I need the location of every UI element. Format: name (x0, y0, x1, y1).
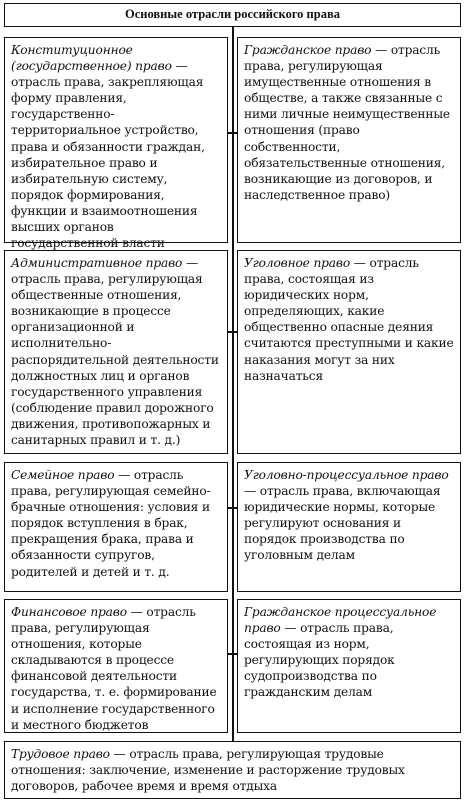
term: Административное право (11, 256, 183, 270)
box-family-law (4, 462, 228, 592)
box-constitutional-law (4, 37, 228, 251)
definition: — отрасль права, состоящая из юридических норм, определяющих, какие общественно опасные деяния считаются преступными и какие наказания могут за них назначаться (244, 256, 454, 383)
definition: — отрасль права, регулирующая имущественные отношения в обществе, а также связанные с ними личные неимущественные отношения (право собственности, обязательственные отношения, возникающие из договоров, и наследственное право) (244, 43, 450, 202)
box-financial-law (4, 599, 228, 733)
connector-row-4 (228, 653, 237, 655)
term: Конституционное (государственное) право (11, 43, 172, 74)
definition: — отрасль права, включающая юридические нормы, которые регулируют основания и порядок производства по уголовным делам (244, 484, 441, 563)
term: Финансовое право (11, 605, 127, 619)
term: Семейное право (11, 468, 115, 482)
definition: — отрасль права, закрепляющая форму правления, государственно-территориальное устройство, права и обязанности граждан, избирательное право и избирательную систему, порядок формирования, функции и взаимоотношения высших органов государственной власти (11, 59, 205, 251)
definition: — отрасль права, регулирующая общественные отношения, возникающие в процессе организационной и исполнительно-распорядительной деятельности должностных лиц и органов государственного управления (соблюдение правил дорожного движения, противопожарных и санитарных правил и т. д.) (11, 256, 219, 448)
box-labor-law (4, 741, 461, 799)
definition: — отрасль права, регулирующая семейно-брачные отношения: условия и порядок вступления в брак, прекращения брака, права и обязанности супругов, родителей и детей и т. д. (11, 468, 211, 579)
diagram-title: Основные отрасли российского права (4, 3, 461, 27)
term: Уголовно-процессуальное право (244, 468, 449, 482)
definition: — отрасль права, регулирующая трудовые отношения: заключение, изменение и расторжение трудовых договоров, рабочее время и время отдыха (11, 747, 405, 794)
box-civil-law (237, 37, 461, 243)
term: Трудовое право (11, 747, 110, 761)
term: Уголовное право (244, 256, 351, 270)
box-administrative-law (4, 250, 228, 454)
box-criminal-procedure-law (237, 462, 461, 592)
connector-row-3 (228, 507, 237, 509)
definition: — отрасль права, состоящая из норм, регулирующих порядок судопроизводства по гражданским делам (244, 621, 395, 700)
box-civil-procedure-law (237, 599, 461, 733)
connector-row-1 (228, 132, 237, 134)
connector-row-2 (228, 331, 237, 333)
box-criminal-law (237, 250, 461, 454)
spine-line (232, 27, 234, 755)
definition: — отрасль права, регулирующая отношения, которые складываются в процессе финансовой деятельности государства, т. е. формирование и исполнение государственного и местного бюджетов (11, 605, 217, 732)
term: Гражданское процессуальное право (244, 605, 437, 636)
term: Гражданское право (244, 43, 372, 57)
